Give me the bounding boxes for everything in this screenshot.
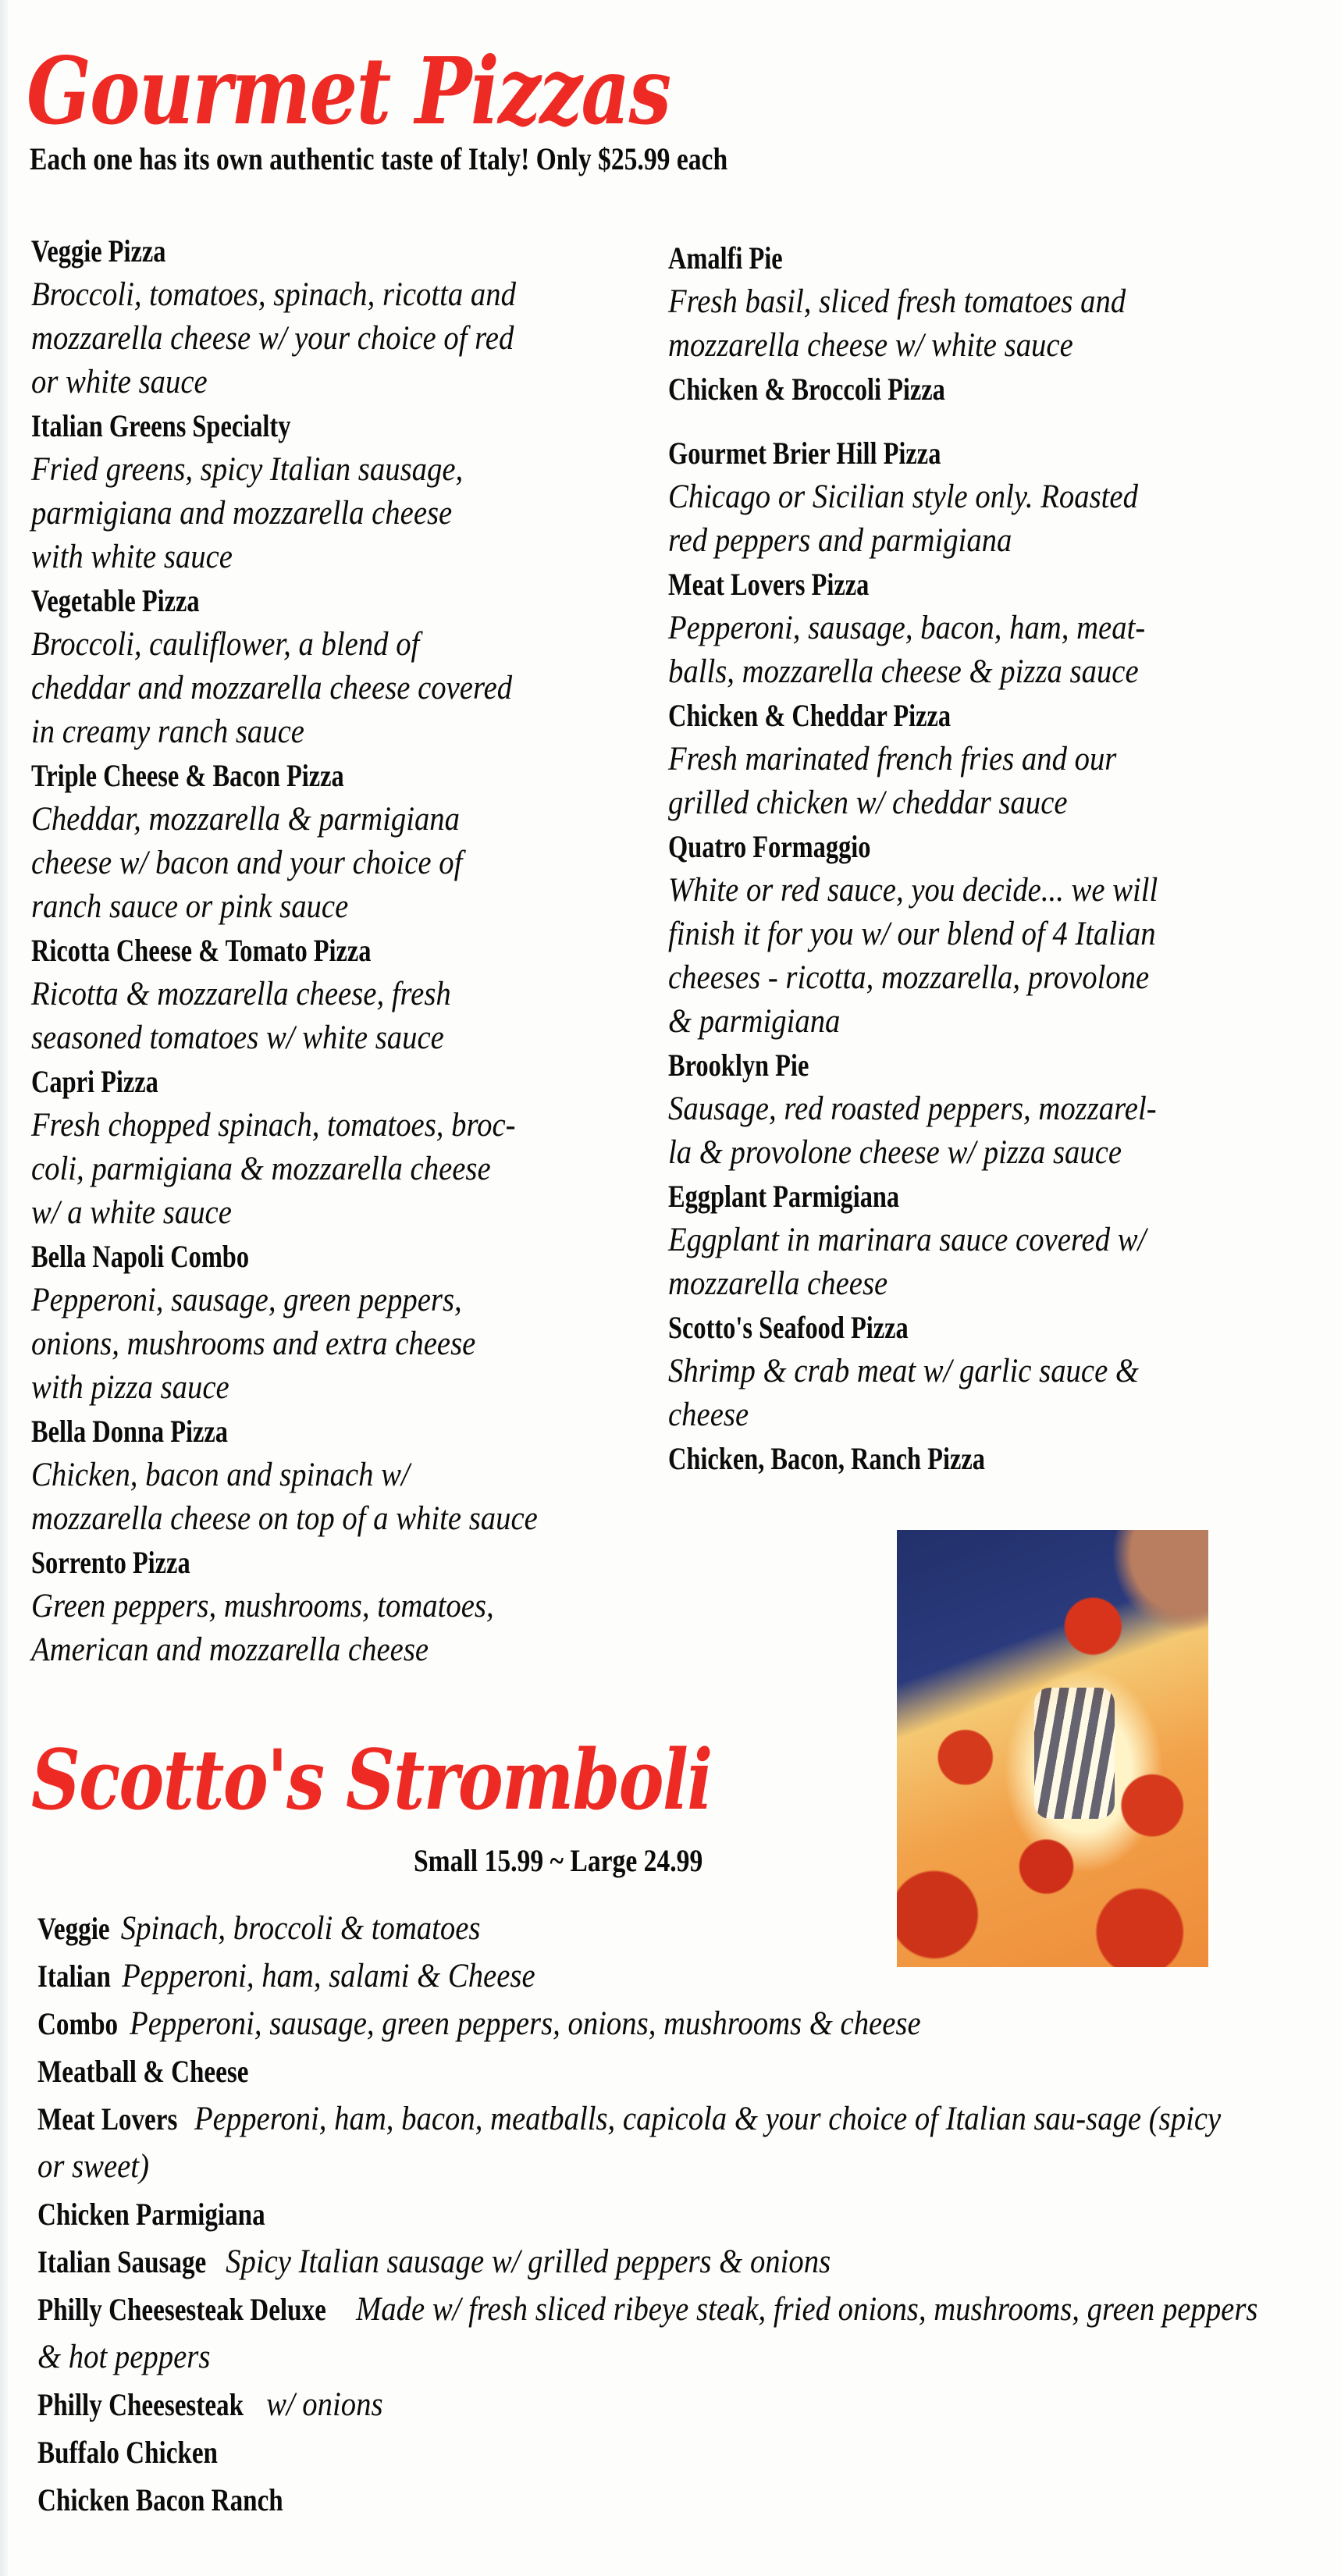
- item-name: Combo: [37, 2006, 119, 2041]
- item-description: Fresh chopped spinach, tomatoes, broc- coli, parmigiana & mozzarella cheese w/ a white sauce: [31, 1107, 516, 1231]
- item-name: Ricotta Cheese & Tomato Pizza: [31, 933, 372, 968]
- item-name: Chicken & Broccoli Pizza: [668, 372, 945, 407]
- item-name: Capri Pizza: [31, 1064, 158, 1099]
- menu-item: [668, 1437, 1272, 1481]
- stromboli-item: [37, 1905, 1190, 1952]
- stromboli-item: [37, 2381, 1190, 2428]
- item-name: Philly Cheesesteak Deluxe: [37, 2292, 326, 2327]
- menu-item: [31, 579, 635, 754]
- item-name: Italian Sausage: [37, 2244, 207, 2279]
- menu-item: [668, 1306, 1272, 1437]
- item-description: Made w/ fresh sliced ribeye steak, fried onions, mushrooms, green peppers & hot peppers: [37, 2291, 1258, 2375]
- menu-item: [668, 237, 1272, 368]
- stromboli-item: [37, 2286, 1260, 2381]
- item-name: Sorrento Pizza: [31, 1545, 190, 1580]
- hand-graphic: [1099, 1530, 1208, 1647]
- item-name: Chicken Parmigiana: [37, 2197, 265, 2232]
- menu-item: [31, 1060, 635, 1235]
- stromboli-item: [37, 2000, 1190, 2048]
- item-name: Bella Donna Pizza: [31, 1414, 228, 1449]
- item-description: w/ onions: [266, 2386, 383, 2423]
- item-description: Pepperoni, sausage, green peppers, onions, mushrooms & cheese: [130, 2005, 921, 2042]
- item-name: Amalfi Pie: [668, 240, 783, 276]
- item-description: White or red sauce, you decide... we will finish it for you w/ our blend of 4 Italian cheeses - ricotta, mozzarella, provolone & parmigiana: [668, 872, 1158, 1040]
- menu-item: [668, 1175, 1272, 1306]
- stromboli-item: [37, 2238, 1190, 2286]
- item-name: Italian Greens Specialty: [31, 408, 291, 443]
- menu-item: [668, 563, 1272, 694]
- menu-item: [668, 432, 1272, 563]
- menu-item: [31, 1235, 635, 1410]
- gourmet-pizzas-title: Gourmet Pizzas: [27, 37, 670, 145]
- item-description: Sausage, red roasted peppers, mozzarel- la & provolone cheese w/ pizza sauce: [668, 1091, 1157, 1171]
- gourmet-subtitle: Each one has its own authentic taste of Italy! Only $25.99 each: [30, 141, 728, 176]
- gourmet-left-column: [31, 229, 635, 1672]
- item-description: Fried greens, spicy Italian sausage, parmigiana and mozzarella cheese with white sauce: [31, 451, 464, 575]
- item-description: Cheddar, mozzarella & parmigiana cheese w/ bacon and your choice of ranch sauce or pink sauce: [31, 801, 463, 925]
- menu-item: [31, 229, 635, 404]
- stromboli-item: [37, 2476, 1190, 2524]
- item-name: Quatro Formaggio: [668, 829, 871, 864]
- stromboli-list: [37, 1905, 1258, 2524]
- item-name: Meat Lovers: [37, 2101, 178, 2137]
- item-description: Chicken, bacon and spinach w/ mozzarella cheese on top of a white sauce: [31, 1457, 538, 1537]
- stromboli-item: [37, 2048, 1190, 2095]
- item-description: Spicy Italian sausage w/ grilled peppers & onions: [226, 2243, 831, 2280]
- item-description: Green peppers, mushrooms, tomatoes, American and mozzarella cheese: [31, 1588, 494, 1668]
- stromboli-item: [37, 1952, 1190, 2000]
- item-description: Pepperoni, ham, bacon, meatballs, capicola & your choice of Italian sau-sage (spicy or sweet): [37, 2101, 1222, 2185]
- item-description: Broccoli, tomatoes, spinach, ricotta and mozzarella cheese w/ your choice of red or white sauce: [31, 276, 516, 400]
- menu-item: [668, 1044, 1272, 1175]
- menu-item: [31, 754, 635, 929]
- item-name: Bella Napoli Combo: [31, 1239, 250, 1274]
- item-description: Shrimp & crab meat w/ garlic sauce & cheese: [668, 1353, 1140, 1433]
- item-description: Pepperoni, ham, salami & Cheese: [122, 1958, 535, 1994]
- menu-item: [31, 1541, 635, 1672]
- item-name: Gourmet Brier Hill Pizza: [668, 436, 941, 471]
- item-name: Vegetable Pizza: [31, 583, 200, 618]
- item-description: Eggplant in marinara sauce covered w/ mozzarella cheese: [668, 1222, 1147, 1302]
- item-name: Philly Cheesesteak: [37, 2387, 244, 2422]
- item-name: Chicken & Cheddar Pizza: [668, 698, 952, 733]
- item-name: Buffalo Chicken: [37, 2435, 218, 2470]
- menu-item: [668, 694, 1272, 825]
- item-name: Veggie Pizza: [31, 233, 166, 269]
- item-description: Broccoli, cauliflower, a blend of cheddar and mozzarella cheese covered in creamy ranch sauce: [31, 626, 513, 750]
- stromboli-item: [37, 2428, 1190, 2476]
- menu-item: [31, 929, 635, 1060]
- item-name: Meat Lovers Pizza: [668, 567, 870, 602]
- cheese-strands-graphic: [1034, 1688, 1115, 1819]
- page-edge: [0, 0, 8, 2576]
- menu-item: [668, 825, 1272, 1044]
- gourmet-right-column: [668, 237, 1272, 1481]
- item-name: Meatball & Cheese: [37, 2054, 249, 2089]
- item-description: Pepperoni, sausage, bacon, ham, meat- balls, mozzarella cheese & pizza sauce: [668, 610, 1146, 690]
- item-name: Scotto's Seafood Pizza: [668, 1310, 909, 1345]
- item-name: Veggie: [37, 1911, 110, 1946]
- stromboli-item: [37, 2190, 1190, 2238]
- menu-item: [668, 368, 1272, 411]
- spacer: [668, 411, 1272, 432]
- item-name: Chicken Bacon Ranch: [37, 2482, 283, 2517]
- item-name: Italian: [37, 1959, 111, 1994]
- stromboli-prices: Small 15.99 ~ Large 24.99: [414, 1843, 703, 1878]
- menu-item: [31, 404, 635, 579]
- menu-item: [31, 1410, 635, 1541]
- item-name: Brooklyn Pie: [668, 1048, 809, 1083]
- item-description: Ricotta & mozzarella cheese, fresh seasoned tomatoes w/ white sauce: [31, 976, 451, 1056]
- item-name: Triple Cheese & Bacon Pizza: [31, 758, 344, 793]
- item-description: Pepperoni, sausage, green peppers, onions, mushrooms and extra cheese with pizza sauce: [31, 1282, 476, 1406]
- item-name: Eggplant Parmigiana: [668, 1179, 900, 1214]
- stromboli-title: Scotto's Stromboli: [31, 1731, 712, 1828]
- pizza-slice-photo: [897, 1530, 1208, 1967]
- item-description: Chicago or Sicilian style only. Roasted red peppers and parmigiana: [668, 479, 1138, 559]
- item-description: Fresh basil, sliced fresh tomatoes and mozzarella cheese w/ white sauce: [668, 283, 1126, 364]
- item-description: Fresh marinated french fries and our grilled chicken w/ cheddar sauce: [668, 741, 1117, 821]
- item-description: Spinach, broccoli & tomatoes: [120, 1910, 481, 1947]
- stromboli-item: [37, 2095, 1232, 2190]
- item-name: Chicken, Bacon, Ranch Pizza: [668, 1441, 985, 1476]
